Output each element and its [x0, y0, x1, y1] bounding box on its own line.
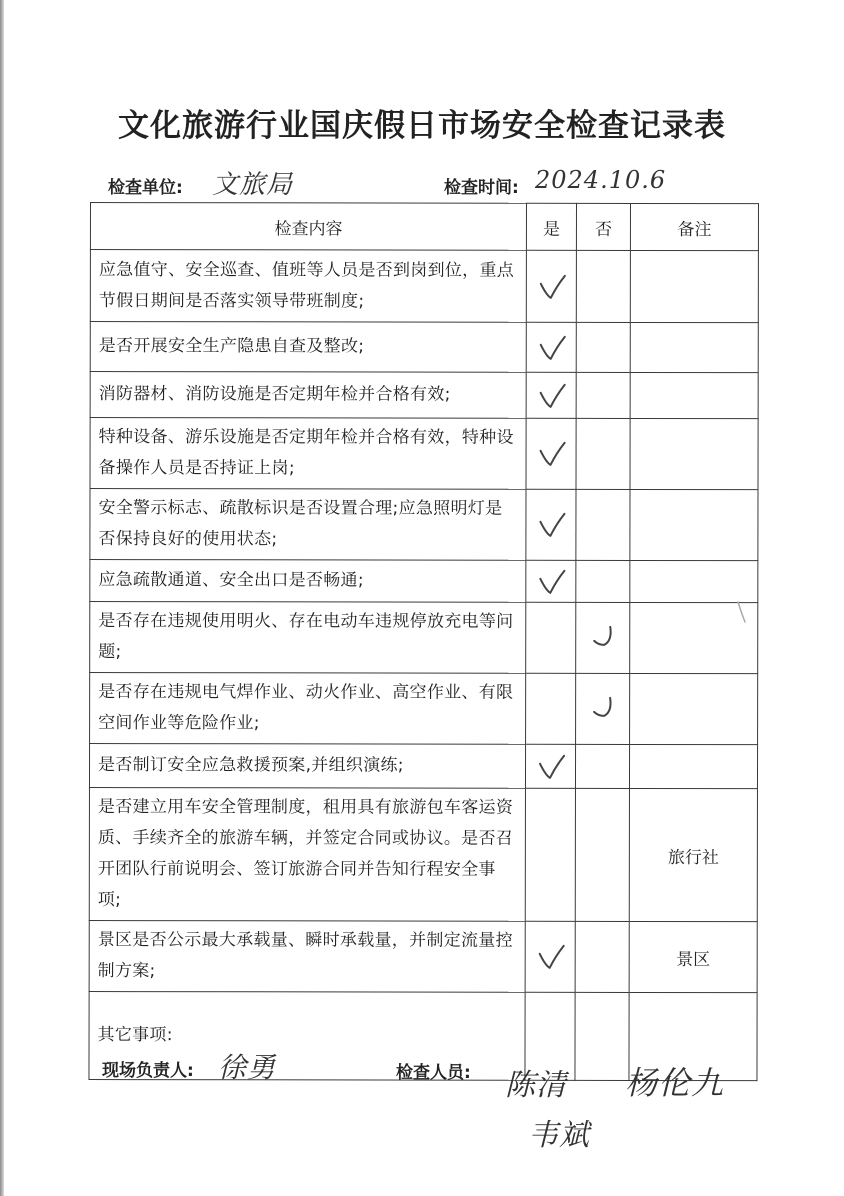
- table-row: [90, 418, 758, 490]
- table-row: [90, 322, 758, 373]
- answer-no-cell: [576, 673, 630, 744]
- checkmark-icon: [536, 749, 566, 783]
- check-item-text: 消防器材、消防设施是否定期年检并合格有效;: [90, 372, 526, 419]
- answer-no-cell: [575, 992, 629, 1080]
- answer-no-cell: [575, 744, 629, 788]
- checkmark-icon: [537, 269, 567, 303]
- remark-cell: [630, 250, 758, 322]
- check-item-text: 其它事项:: [89, 991, 525, 1080]
- check-item-text: 是否存在违规使用明火、存在电动车违规停放充电等问题;: [90, 602, 526, 674]
- table-row: [90, 250, 758, 323]
- answer-yes-cell: [526, 250, 576, 322]
- answer-yes-cell: [525, 744, 575, 788]
- answer-no-cell: [576, 489, 630, 560]
- remark-cell: 旅行社: [629, 788, 757, 921]
- time-label: 检查时间:: [444, 178, 519, 198]
- onsite-manager-signature: 徐勇: [218, 1051, 277, 1084]
- checkmark-icon: [536, 508, 566, 542]
- check-item-text: 是否制订安全应急救援预案,并组织演练;: [89, 744, 525, 789]
- remark-cell: [629, 744, 757, 788]
- answer-yes-cell: [526, 372, 576, 418]
- header-no: 否: [576, 203, 630, 250]
- unit-value-handwritten: 文旅局: [212, 170, 294, 200]
- answer-no-cell: [576, 418, 630, 489]
- time-value-handwritten: 2024.10.6: [535, 166, 667, 194]
- answer-yes-cell: [526, 602, 576, 673]
- check-item-text: 是否开展安全生产隐患自查及整改;: [90, 322, 526, 373]
- answer-no-cell: [576, 602, 630, 673]
- checkmark-icon: [537, 378, 567, 412]
- header-yes: 是: [526, 203, 576, 250]
- table-row: [90, 673, 758, 745]
- check-item-text: 是否存在违规电气焊作业、动火作业、高空作业、有限空间作业等危险作业;: [90, 673, 526, 745]
- check-item-text: 是否建立用车安全管理制度，租用具有旅游包车客运资质、手续齐全的旅游车辆，并签定合同或协议。是否召开团队行前说明会、签订旅游合同并告知行程安全事项;: [89, 788, 525, 922]
- checkmark-icon: [537, 437, 567, 471]
- answer-no-cell: [576, 372, 630, 418]
- check-item-text: 应急疏散通道、安全出口是否畅通;: [90, 560, 526, 603]
- answer-yes-cell: [526, 560, 576, 602]
- answer-yes-cell: [526, 418, 576, 489]
- answer-yes-cell: [525, 788, 575, 921]
- check-item-text: 应急值守、安全巡查、值班等人员是否到岗到位，重点节假日期间是否落实领导带班制度;: [90, 250, 526, 323]
- remark-cell: [630, 560, 758, 602]
- remark-cell: [630, 322, 758, 372]
- checkmark-icon: [537, 330, 567, 364]
- inspector-signature-2: 杨伦九: [625, 1064, 725, 1102]
- table-row: [90, 372, 758, 419]
- answer-yes-cell: [525, 921, 575, 992]
- answer-no-cell: [576, 250, 630, 322]
- remark-cell: [630, 418, 758, 489]
- onsite-manager-label: 现场负责人:: [102, 1061, 194, 1081]
- inspectors-label: 检查人员:: [396, 1063, 471, 1083]
- check-item-text: 特种设备、游乐设施是否定期年检并合格有效，特种设备操作人员是否持证上岗;: [90, 418, 526, 490]
- inspector-signature-1: 陈清: [505, 1068, 567, 1103]
- table-header-row: [90, 203, 758, 251]
- answer-yes-cell: [526, 673, 576, 744]
- answer-no-cell: [575, 788, 629, 921]
- answer-no-cell: [576, 560, 630, 602]
- answer-no-cell: [575, 921, 629, 992]
- pen-stray-mark: [735, 598, 749, 628]
- checkmark-icon: [536, 940, 566, 974]
- form-title: 文化旅游行业国庆假日市场安全检查记录表: [118, 108, 726, 144]
- checkmark-icon: [586, 692, 616, 726]
- table-row: [90, 489, 758, 561]
- answer-no-cell: [576, 322, 630, 372]
- checkmark-icon: [536, 564, 566, 598]
- checkmark-icon: [586, 621, 616, 655]
- check-item-text: 景区是否公示最大承载量、瞬时承载量，并制定流量控制方案;: [89, 920, 525, 992]
- answer-yes-cell: [526, 489, 576, 560]
- inspector-signature-3: 韦斌: [528, 1118, 590, 1153]
- unit-label: 检查单位:: [108, 178, 183, 198]
- page-edge-shadow: [0, 0, 4, 1196]
- inspection-table: [88, 202, 759, 1081]
- header-remark: 备注: [630, 203, 758, 250]
- answer-yes-cell: [526, 322, 576, 372]
- table-row: [89, 788, 757, 922]
- check-item-text: 安全警示标志、疏散标识是否设置合理;应急照明灯是否保持良好的使用状态;: [90, 489, 526, 561]
- table-row: [89, 920, 757, 992]
- table-row: [90, 602, 758, 674]
- remark-cell: 景区: [629, 921, 757, 992]
- table-row: [89, 744, 757, 789]
- header-content: 检查内容: [90, 203, 526, 251]
- remark-cell: [630, 372, 758, 418]
- remark-cell: [630, 489, 758, 560]
- table-row: [90, 560, 758, 603]
- remark-cell: [630, 673, 758, 744]
